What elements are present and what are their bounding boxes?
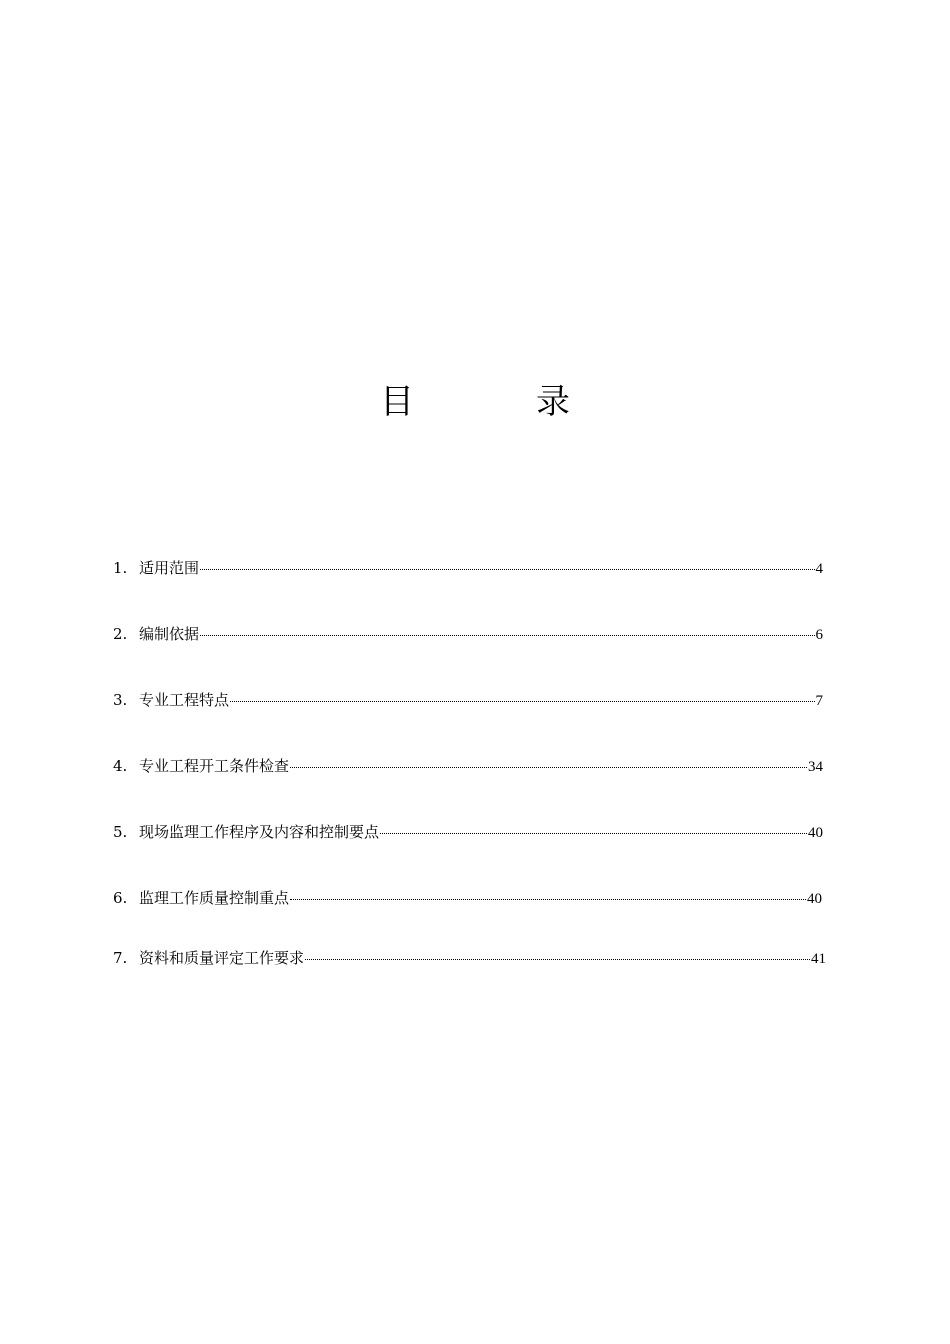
toc-entry-page: 6	[815, 627, 823, 643]
toc-entry-label: 现场监理工作程序及内容和控制要点	[139, 823, 380, 841]
toc-entry-number: 3.	[113, 691, 128, 709]
toc-entry-page: 41	[811, 951, 826, 967]
toc-entry-page: 40	[807, 891, 822, 907]
toc-dot-leader	[305, 958, 810, 960]
title-char-1: 目	[380, 382, 414, 422]
toc-entry-number: 2.	[113, 625, 128, 643]
toc-dot-leader	[200, 634, 814, 636]
toc-entry-label: 资料和质量评定工作要求	[139, 949, 305, 967]
toc-entry-7[interactable]	[113, 947, 826, 969]
toc-entry-label: 编制依据	[139, 625, 200, 643]
toc-dot-leader	[380, 832, 807, 834]
toc-entry-5[interactable]	[113, 821, 823, 843]
toc-dot-leader	[290, 898, 806, 900]
toc-entry-page: 40	[808, 825, 823, 841]
toc-entry-number: 1.	[113, 559, 128, 577]
toc-entry-page: 7	[815, 693, 823, 709]
toc-dot-leader	[230, 700, 814, 702]
toc-entry-1[interactable]	[113, 557, 823, 579]
toc-entry-3[interactable]	[113, 689, 823, 711]
document-title	[0, 380, 950, 424]
toc-entry-label: 专业工程特点	[139, 691, 230, 709]
toc-entry-page: 34	[808, 759, 823, 775]
toc-dot-leader	[200, 568, 814, 570]
toc-entry-label: 专业工程开工条件检查	[139, 757, 290, 775]
toc-entry-label: 监理工作质量控制重点	[139, 889, 290, 907]
title-char-2: 录	[536, 382, 570, 422]
toc-entry-2[interactable]	[113, 623, 823, 645]
toc-entry-4[interactable]	[113, 755, 823, 777]
toc-entry-number: 6.	[113, 889, 128, 907]
toc-entry-label: 适用范围	[139, 559, 200, 577]
toc-entry-6[interactable]	[113, 887, 822, 909]
toc-entry-number: 5.	[113, 823, 128, 841]
toc-entry-page: 4	[815, 561, 823, 577]
toc-dot-leader	[290, 766, 807, 768]
toc-entry-number: 4.	[113, 757, 128, 775]
toc-entry-number: 7.	[113, 949, 128, 967]
